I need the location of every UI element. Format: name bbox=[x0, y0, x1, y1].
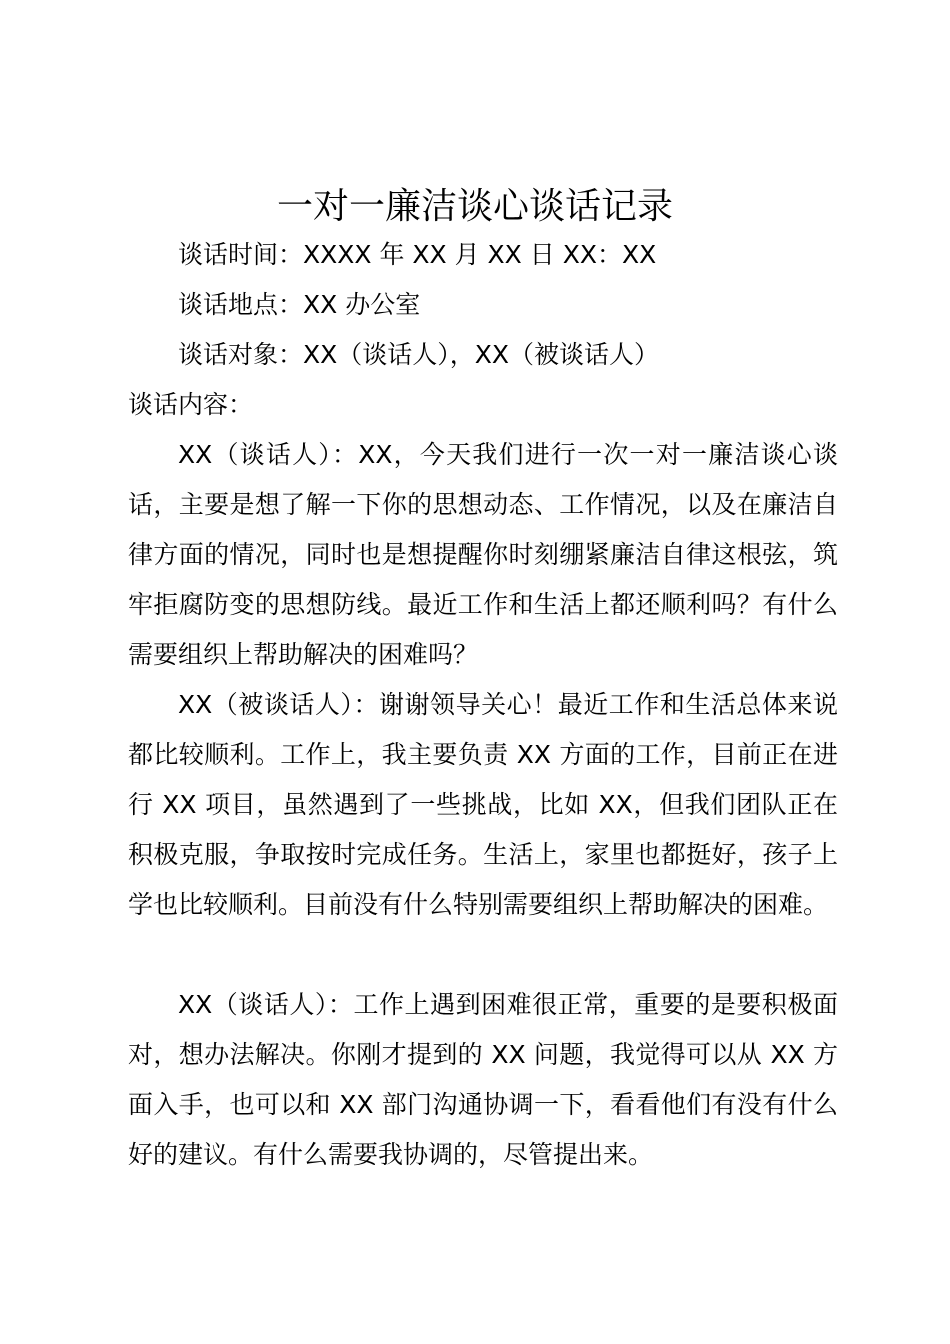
meta-place: 谈话地点：XX 办公室 bbox=[178, 290, 421, 319]
meta-participants: 谈话对象：XX（谈话人），XX（被谈话人） bbox=[178, 340, 660, 369]
paragraph-interviewee-1: XX（被谈话人）：谢谢领导关心！最近工作和生活总体来说都比较顺利。工作上，我主要负责 XX 方面的工作，目前正在进行 XX 项目，虽然遇到了一些挑战，比如 XX，但我们团队正在积极克服，争取按时完成任务。生活上，家里也都挺好，孩子上学也比较顺利。目前没有什么特别需要组织上帮助解决的困难。 bbox=[128, 690, 838, 919]
paragraph-interviewer-2: XX（谈话人）：工作上遇到困难很正常，重要的是要积极面对，想办法解决。你刚才提到的 XX 问题，我觉得可以从 XX 方面入手，也可以和 XX 部门沟通协调一下，看看他们有没有什么好的建议。有什么需要我协调的，尽管提出来。 bbox=[128, 990, 838, 1169]
document-title: 一对一廉洁谈心谈话记录 bbox=[276, 186, 673, 227]
paragraph-interviewer-1: XX（谈话人）：XX，今天我们进行一次一对一廉洁谈心谈话，主要是想了解一下你的思想动态、工作情况，以及在廉洁自律方面的情况，同时也是想提醒你时刻绷紧廉洁自律这根弦，筑牢拒腐防变的思想防线。最近工作和生活上都还顺利吗？有什么需要组织上帮助解决的困难吗？ bbox=[128, 440, 838, 669]
content-label: 谈话内容： bbox=[128, 390, 254, 419]
meta-time: 谈话时间：XXXX 年 XX 月 XX 日 XX：XX bbox=[178, 240, 657, 269]
